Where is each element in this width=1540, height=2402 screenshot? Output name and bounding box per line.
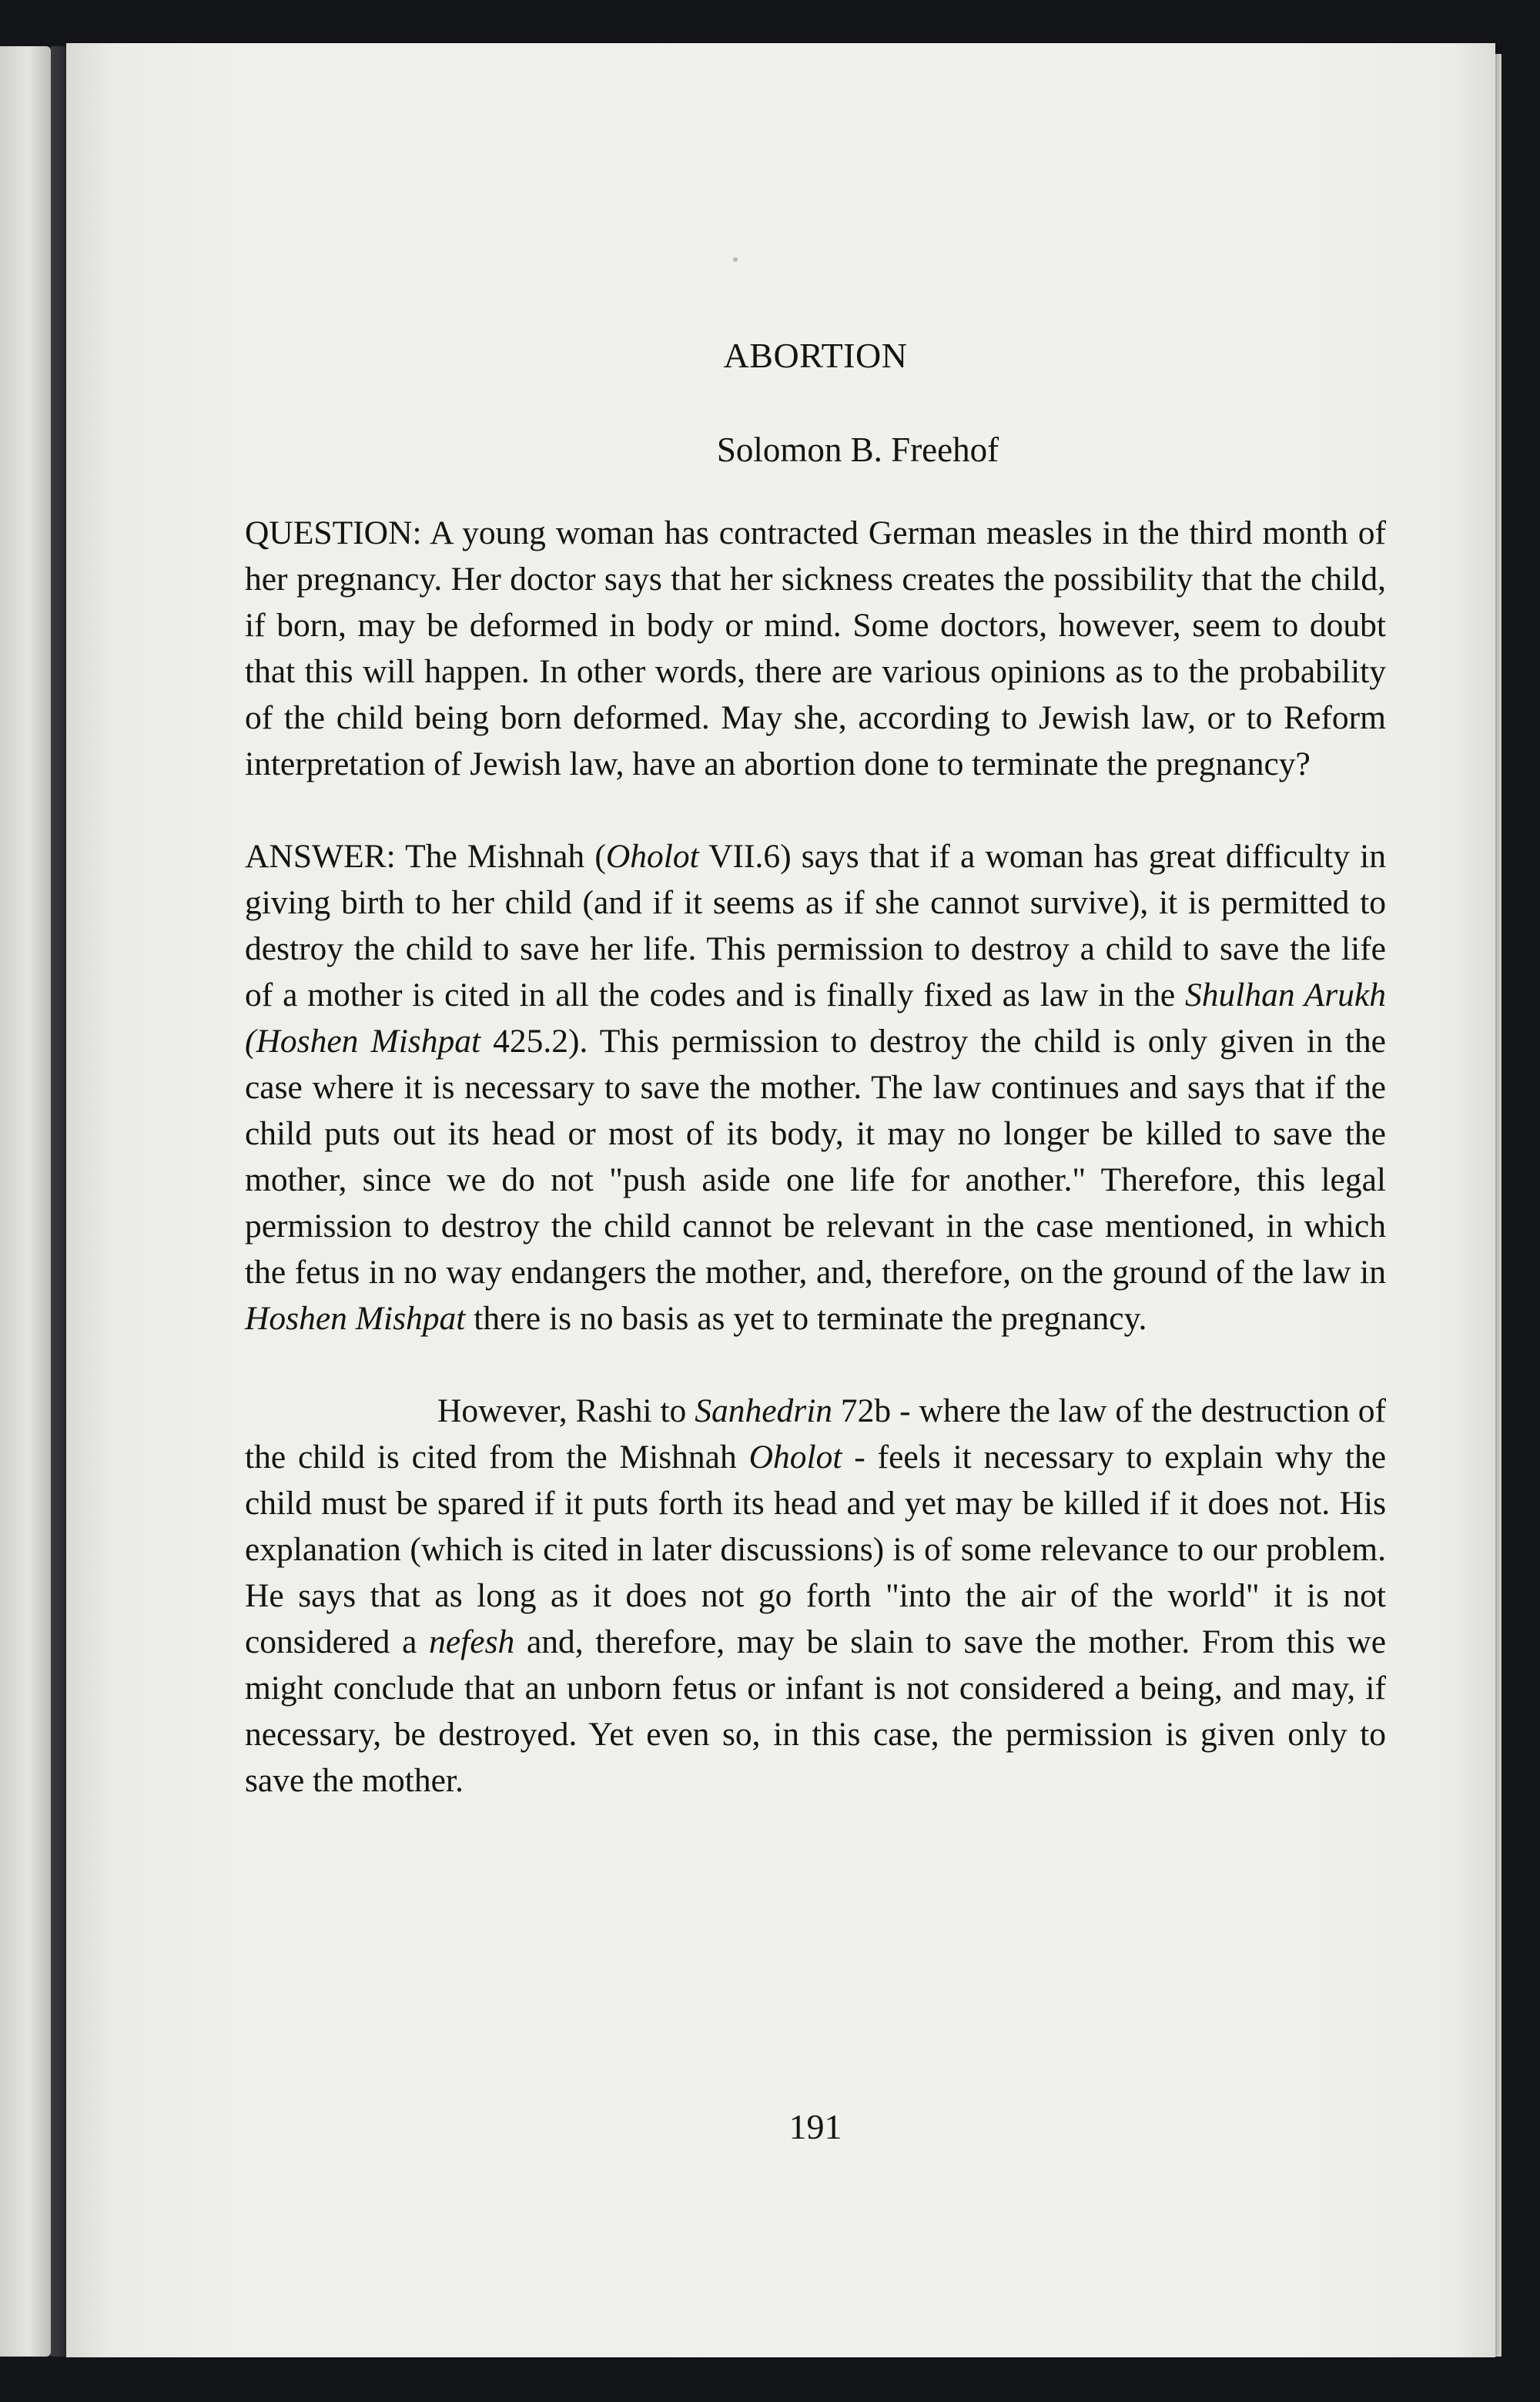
rashi-italic-sanhedrin: Sanhedrin — [695, 1392, 833, 1429]
rashi-text-4: and, therefore, may be slain to save the mother. From this we might conclude that an unborn fetus or infant is not considered a being, and may, if necessary, be destroyed. Yet even so, in this case, the permission is given only to save the mother. — [245, 1623, 1386, 1799]
answer-text-2: VII.6) says that if a woman has great difficulty in giving birth to her child (and if it seems as if she cannot survive), it is permitted to destroy the child to save her life. This permission to destroy a child to save the life of a mother is cited in all the codes and is finally fixed as law in the — [245, 838, 1386, 1013]
answer-text-4: there is no basis as yet to terminate the pregnancy. — [465, 1300, 1147, 1337]
rashi-text-2: 72b - where the law of the destruction of the child is cited from the Mishnah — [245, 1392, 1387, 1476]
answer-italic-shulhan-arukh: Shulhan Arukh (Hoshen Mishpat — [245, 977, 1386, 1060]
question-label: QUESTION: — [245, 514, 422, 551]
page-content — [245, 331, 1387, 2146]
article-author: Solomon B. Freehof — [716, 430, 999, 469]
paragraph-gap — [245, 1342, 1386, 1388]
rashi-text-3: - feels it necessary to explain why the child must be spared if it puts forth its head and yet may be killed if it does not. His explanation (which is cited in later discussions) is of some relevance to our problem. He says that as long as it does not go forth "into the air of the world" it is not considered a — [245, 1439, 1386, 1660]
rashi-italic-nefesh: nefesh — [429, 1623, 515, 1660]
question-text: A young woman has contracted German measles in the third month of her pregnancy. Her doctor says that her sickness creates the possibility that the child, if born, may be deformed in body or mind. Some doctors, however, seem to doubt that this will happen. In other words, there are various opinions as to the probability of the child being born deformed. May she, according to Jewish law, or to Reform interpretation of Jewish law, have an abortion done to terminate the pregnancy? — [245, 514, 1386, 782]
answer-italic-hoshen-mishpat: Hoshen Mishpat — [245, 1300, 466, 1337]
paragraph-gap — [245, 787, 1386, 833]
previous-page-edge — [0, 46, 51, 2357]
answer-text-1: The Mishnah ( — [405, 838, 606, 875]
book-page — [66, 43, 1495, 2357]
page-number: 191 — [788, 2107, 842, 2146]
rashi-italic-oholot: Oholot — [748, 1439, 842, 1476]
rashi-text-1: However, Rashi to — [437, 1392, 695, 1429]
article-title: ABORTION — [723, 336, 908, 375]
rashi-paragraph — [245, 1388, 1386, 1804]
answer-paragraph — [245, 833, 1386, 1342]
answer-italic-oholot: Oholot — [605, 838, 699, 875]
answer-text-3: 425.2). This permission to destroy the child is only given in the case where it is necessary to save the mother. The law continues and says that if the child puts out its head or most of its body, it may no longer be killed to save the mother, since we do not "push aside one life for another." Therefore, this legal permission to destroy the child cannot be relevant in the case mentioned, in which the fetus in no way endangers the mother, and, therefore, on the ground of the law in — [245, 1023, 1386, 1291]
question-paragraph — [245, 510, 1386, 787]
answer-label: ANSWER: — [245, 838, 396, 875]
paper-speck — [733, 257, 738, 262]
